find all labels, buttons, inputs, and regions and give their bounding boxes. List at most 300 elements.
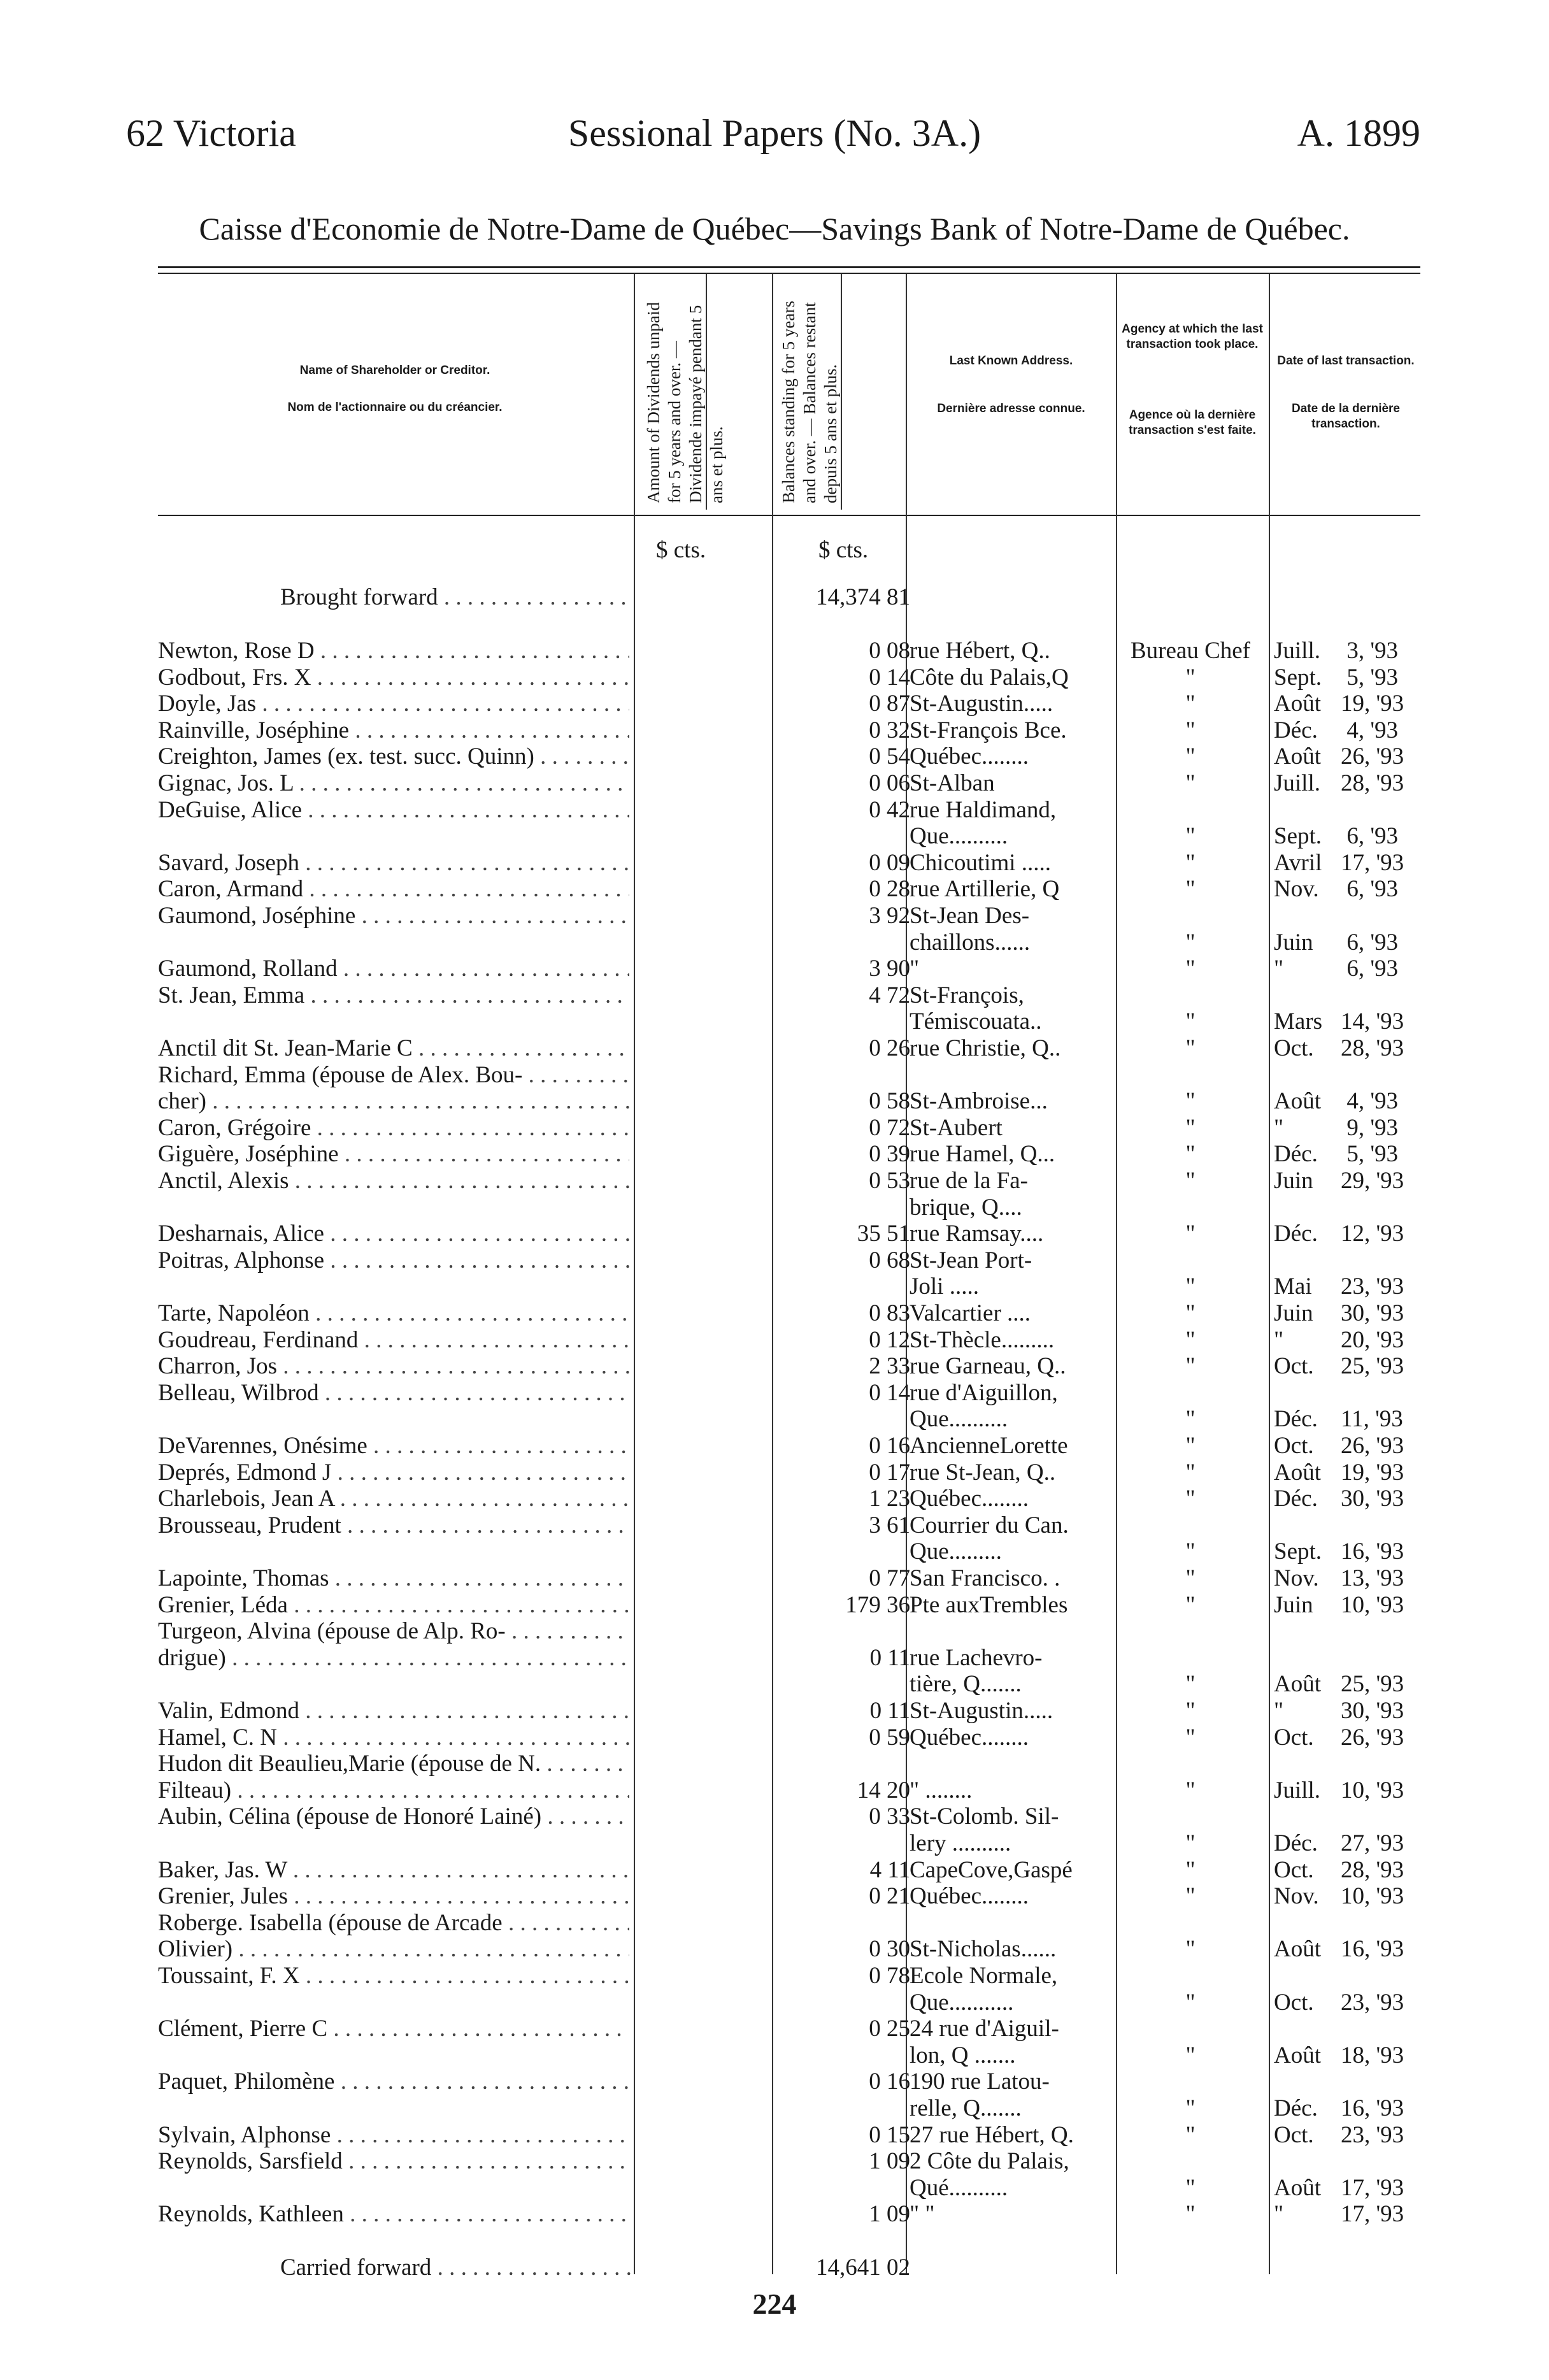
- table-row: [0, 2149, 1549, 2174]
- table-row: [0, 2096, 1549, 2121]
- agency: ": [1185, 691, 1196, 717]
- creditor-name: St. Jean, Emma . . .: [158, 983, 629, 1008]
- last-address: rue Lachevro-: [910, 1645, 1043, 1671]
- table-row: [0, 956, 1549, 982]
- last-address: St-Nicholas......: [910, 1937, 1057, 1963]
- table-row: [0, 1910, 1549, 1936]
- transaction-month: Juin: [1274, 1591, 1313, 1618]
- agency: ": [1185, 1671, 1196, 1698]
- transaction-day: 4, '93: [1346, 717, 1398, 743]
- balance-amount: 0 33: [869, 1803, 910, 1830]
- agency: ": [1185, 1565, 1196, 1591]
- last-address: Québec........: [910, 744, 1029, 770]
- last-address: rue St-Jean, Q..: [910, 1459, 1056, 1486]
- table-row: [0, 1433, 1549, 1459]
- transaction-month: Oct.: [1274, 1724, 1314, 1751]
- last-address: St-Jean Des-: [910, 903, 1030, 929]
- creditor-name: Doyle, Jas . . .: [158, 691, 629, 717]
- balance-amount: 3 92: [869, 903, 910, 929]
- last-address: rue Hamel, Q...: [910, 1142, 1055, 1168]
- last-address: Que..........: [910, 824, 1008, 850]
- balance-amount: 0 15: [869, 2121, 910, 2148]
- col-header-name-en: Name of Shareholder or Creditor.: [299, 364, 490, 377]
- creditor-name: Valin, Edmond . . .: [158, 1698, 629, 1724]
- last-address: Que..........: [910, 1407, 1008, 1433]
- transaction-month: Nov.: [1274, 876, 1319, 903]
- creditor-name: Anctil dit St. Jean-Marie C . . .: [158, 1036, 629, 1061]
- page-number: 224: [752, 2288, 797, 2320]
- last-address: 24 rue d'Aiguil-: [910, 2016, 1059, 2042]
- transaction-month: Juin: [1274, 929, 1313, 956]
- transaction-month: Déc.: [1274, 1486, 1318, 1512]
- transaction-day: 28, '93: [1341, 770, 1404, 796]
- balance-amount: 0 54: [869, 743, 910, 770]
- table-row: [0, 798, 1549, 823]
- transaction-month: Juill.: [1274, 638, 1320, 664]
- table-row: [0, 824, 1549, 849]
- last-address: AncienneLorette: [910, 1433, 1068, 1459]
- transaction-month: ": [1274, 1326, 1284, 1353]
- balance-amount: 0 39: [869, 1141, 910, 1168]
- balance-amount: 0 16: [869, 2068, 910, 2095]
- balance-amount: 0 32: [869, 717, 910, 743]
- transaction-month: Sept.: [1274, 664, 1322, 691]
- last-address: Pte auxTrembles: [910, 1592, 1068, 1618]
- last-address: St-Augustin.....: [910, 1698, 1053, 1724]
- transaction-day: 10, '93: [1341, 1777, 1404, 1803]
- table-row: [0, 771, 1549, 796]
- creditor-name: Olivier) . . .: [158, 1937, 629, 1962]
- transaction-month: Août: [1274, 2042, 1321, 2068]
- transaction-day: 4, '93: [1346, 1088, 1398, 1115]
- agency: ": [1185, 1856, 1196, 1883]
- table-row: [0, 638, 1549, 664]
- table-row: [0, 1804, 1549, 1830]
- table-row: [0, 930, 1549, 956]
- creditor-name: Charlebois, Jean A . . .: [158, 1486, 629, 1512]
- creditor-name: Caron, Grégoire . . .: [158, 1115, 629, 1141]
- table-row: [0, 1645, 1549, 1671]
- agency: ": [1185, 1406, 1196, 1433]
- agency: ": [1185, 1433, 1196, 1459]
- transaction-month: Juill.: [1274, 1777, 1320, 1803]
- agency: ": [1185, 1035, 1196, 1061]
- creditor-name: Giguère, Joséphine . . .: [158, 1142, 629, 1167]
- agency: ": [1185, 664, 1196, 691]
- transaction-month: Déc.: [1274, 1141, 1318, 1168]
- balance-amount: 0 14: [869, 664, 910, 691]
- table-row: [0, 1328, 1549, 1353]
- transaction-day: 9, '93: [1346, 1114, 1398, 1141]
- agency: ": [1185, 929, 1196, 956]
- last-address: St-Colomb. Sil-: [910, 1804, 1059, 1830]
- agency: ": [1185, 1830, 1196, 1856]
- agency: Bureau Chef: [1130, 638, 1251, 664]
- transaction-month: Oct.: [1274, 1353, 1314, 1380]
- transaction-day: 30, '93: [1341, 1698, 1404, 1724]
- agency: ": [1185, 770, 1196, 796]
- table-row: [0, 1672, 1549, 1697]
- agency: ": [1185, 717, 1196, 743]
- last-address: relle, Q.......: [910, 2096, 1022, 2121]
- last-address: Ecole Normale,: [910, 1963, 1058, 1989]
- last-address: rue Artillerie, Q: [910, 877, 1060, 903]
- transaction-month: Déc.: [1274, 2095, 1318, 2121]
- top-rule: [158, 266, 1420, 268]
- agency: ": [1185, 956, 1196, 982]
- balance-amount: 0 77: [869, 1565, 910, 1591]
- creditor-name: Creighton, James (ex. test. succ. Quinn) . . .: [158, 744, 629, 770]
- transaction-day: 5, '93: [1346, 1141, 1398, 1168]
- last-address: 2 Côte du Palais,: [910, 2149, 1069, 2175]
- transaction-month: Oct.: [1274, 1856, 1314, 1883]
- agency: ": [1185, 1698, 1196, 1724]
- transaction-month: Juin: [1274, 1300, 1313, 1326]
- agency: ": [1185, 876, 1196, 903]
- creditor-name: drigue) . . .: [158, 1645, 629, 1671]
- transaction-day: 20, '93: [1341, 1326, 1404, 1353]
- transaction-month: Août: [1274, 691, 1321, 717]
- col-header-agency-fr: Agence où la dernière transaction s'est faite.: [1129, 408, 1256, 437]
- balance-amount: 0 09: [869, 849, 910, 876]
- agency: ": [1185, 1141, 1196, 1168]
- last-address: rue de la Fa-: [910, 1168, 1028, 1194]
- agency: ": [1185, 1221, 1196, 1247]
- creditor-name: Clément, Pierre C . . .: [158, 2016, 629, 2042]
- agency: ": [1185, 849, 1196, 876]
- transaction-day: 26, '93: [1341, 1724, 1404, 1751]
- transaction-day: 6, '93: [1346, 929, 1398, 956]
- carried-forward-amount: 14,641 02: [816, 2255, 910, 2281]
- transaction-day: 6, '93: [1346, 956, 1398, 982]
- table-row: [0, 1036, 1549, 1061]
- creditor-name: Caron, Armand . . .: [158, 877, 629, 902]
- table-row: [0, 1089, 1549, 1114]
- balance-amount: 1 23: [869, 1486, 910, 1512]
- balance-amount: 0 12: [869, 1326, 910, 1353]
- balance-amount: 0 28: [869, 876, 910, 903]
- transaction-day: 30, '93: [1341, 1486, 1404, 1512]
- creditor-name: Filteau) . . .: [158, 1778, 629, 1803]
- balance-amount: 179 36: [845, 1591, 910, 1618]
- balance-amount: 0 72: [869, 1114, 910, 1141]
- last-address: Côte du Palais,Q: [910, 664, 1069, 691]
- table-row: [0, 1407, 1549, 1432]
- last-address: Que.........: [910, 1539, 1002, 1565]
- transaction-day: 16, '93: [1341, 2095, 1404, 2121]
- table-row: [0, 744, 1549, 770]
- creditor-name: Grenier, Léda . . .: [158, 1593, 629, 1618]
- transaction-day: 25, '93: [1341, 1671, 1404, 1698]
- transaction-day: 18, '93: [1341, 2042, 1404, 2068]
- transaction-day: 25, '93: [1341, 1353, 1404, 1380]
- table-row: [0, 1619, 1549, 1644]
- balance-amount: 0 78: [869, 1963, 910, 1989]
- transaction-month: ": [1274, 1698, 1284, 1724]
- agency: ": [1185, 1486, 1196, 1512]
- creditor-name: Aubin, Célina (épouse de Honoré Lainé) . . .: [158, 1804, 629, 1830]
- transaction-month: Oct.: [1274, 1989, 1314, 2016]
- transaction-day: 12, '93: [1341, 1221, 1404, 1247]
- table-row: [0, 2176, 1549, 2201]
- last-address: St-Augustin.....: [910, 691, 1053, 717]
- transaction-month: Oct.: [1274, 2121, 1314, 2148]
- header-center: Sessional Papers (No. 3A.): [567, 112, 982, 154]
- creditor-name: Poitras, Alphonse . . .: [158, 1248, 629, 1273]
- creditor-name: Sylvain, Alphonse . . .: [158, 2123, 629, 2148]
- transaction-day: 19, '93: [1341, 1459, 1404, 1486]
- balance-amount: 0 25: [869, 2016, 910, 2042]
- balance-amount: 0 87: [869, 691, 910, 717]
- last-address: Joli .....: [910, 1274, 979, 1300]
- table-row: [0, 1354, 1549, 1379]
- transaction-day: 16, '93: [1341, 1538, 1404, 1565]
- page-subtitle: Caisse d'Economie de Notre-Dame de Québec—Savings Bank of Notre-Dame de Québec.: [199, 211, 1350, 247]
- table-row: [0, 1593, 1549, 1618]
- table-row: [0, 1698, 1549, 1724]
- transaction-day: 6, '93: [1346, 876, 1398, 903]
- last-address: San Francisco. .: [910, 1566, 1060, 1591]
- last-address: Québec........: [910, 1884, 1029, 1910]
- transaction-day: 3, '93: [1346, 638, 1398, 664]
- balance-amount: 0 11: [869, 1698, 910, 1724]
- table-row: [0, 1778, 1549, 1803]
- creditor-name: Brousseau, Prudent . . .: [158, 1513, 629, 1538]
- balance-amount: 2 33: [869, 1353, 910, 1380]
- balance-amount: 0 08: [869, 638, 910, 664]
- table-row: [0, 1486, 1549, 1512]
- balance-amount: 0 42: [869, 796, 910, 823]
- creditor-name: DeGuise, Alice . . .: [158, 798, 629, 823]
- table-row: [0, 1858, 1549, 1883]
- transaction-day: 6, '93: [1346, 823, 1398, 850]
- balance-amount: 0 17: [869, 1459, 910, 1486]
- last-address: 190 rue Latou-: [910, 2069, 1050, 2095]
- balance-amount: 0 14: [869, 1379, 910, 1406]
- last-address: tière, Q.......: [910, 1672, 1022, 1698]
- transaction-day: 26, '93: [1341, 1433, 1404, 1459]
- last-address: St-Jean Port-: [910, 1247, 1032, 1273]
- transaction-month: Oct.: [1274, 1035, 1314, 1061]
- last-address: rue d'Aiguillon,: [910, 1380, 1058, 1406]
- creditor-name: Newton, Rose D . . .: [158, 638, 629, 664]
- transaction-day: 17, '93: [1341, 2201, 1404, 2228]
- balance-amount: 14 20: [857, 1777, 910, 1803]
- agency: ": [1185, 743, 1196, 770]
- table-row: [0, 1301, 1549, 1326]
- transaction-day: 5, '93: [1346, 664, 1398, 691]
- agency: ": [1185, 2121, 1196, 2148]
- agency: ": [1185, 1883, 1196, 1910]
- creditor-name: Turgeon, Alvina (épouse de Alp. Ro- . . .: [158, 1619, 629, 1644]
- transaction-month: Août: [1274, 1459, 1321, 1486]
- table-row: [0, 718, 1549, 743]
- balance-amount: 0 16: [869, 1433, 910, 1459]
- transaction-day: 23, '93: [1341, 1989, 1404, 2016]
- balance-amount: 3 90: [869, 956, 910, 982]
- carried-forward-label: Carried forward . . .: [280, 2255, 631, 2281]
- transaction-month: Juill.: [1274, 770, 1320, 796]
- creditor-name: cher) . . .: [158, 1089, 629, 1114]
- transaction-month: Août: [1274, 2174, 1321, 2201]
- creditor-name: Deprés, Edmond J . . .: [158, 1460, 629, 1486]
- col-header-agency-en: Agency at which the last transaction took place.: [1122, 322, 1263, 351]
- balance-amount: 0 59: [869, 1724, 910, 1751]
- last-address: ": [910, 956, 920, 982]
- table-row: [0, 1566, 1549, 1591]
- transaction-month: Juin: [1274, 1168, 1313, 1194]
- agency: ": [1185, 1088, 1196, 1115]
- creditor-name: Belleau, Wilbrod . . .: [158, 1380, 629, 1406]
- transaction-month: Août: [1274, 1671, 1321, 1698]
- brought-forward-label: Brought forward . . .: [280, 585, 631, 610]
- col-header-dividends: Amount of Dividends unpaid for 5 years and over. — Dividende impayé pendant 5 ans et plus.: [644, 302, 726, 503]
- balance-amount: 0 11: [869, 1644, 910, 1671]
- transaction-day: 23, '93: [1341, 1273, 1404, 1300]
- carried-forward-row: [0, 2255, 1549, 2281]
- transaction-month: Oct.: [1274, 1433, 1314, 1459]
- creditor-name: Reynolds, Kathleen . . .: [158, 2202, 629, 2227]
- table-row: [0, 1248, 1549, 1273]
- agency: ": [1185, 1936, 1196, 1963]
- table-row: [0, 1380, 1549, 1406]
- balance-amount: 3 61: [869, 1512, 910, 1538]
- agency: ": [1185, 1168, 1196, 1194]
- creditor-name: DeVarennes, Onésime . . .: [158, 1433, 629, 1459]
- transaction-month: Sept.: [1274, 1538, 1322, 1565]
- table-row: [0, 1751, 1549, 1777]
- col-header-date-en: Date of last transaction.: [1277, 354, 1415, 368]
- table-row: [0, 1009, 1549, 1035]
- table-row: [0, 1963, 1549, 1989]
- transaction-day: 14, '93: [1341, 1008, 1404, 1035]
- transaction-month: Mars: [1274, 1008, 1323, 1035]
- agency: ": [1185, 1591, 1196, 1618]
- table-row: [0, 2202, 1549, 2227]
- table-row: [0, 877, 1549, 902]
- table-row: [0, 691, 1549, 717]
- table-row: [0, 1990, 1549, 2016]
- last-address: CapeCove,Gaspé: [910, 1857, 1073, 1883]
- table-row: [0, 1937, 1549, 1962]
- last-address: lery ..........: [910, 1831, 1011, 1856]
- transaction-day: 19, '93: [1341, 691, 1404, 717]
- balance-amount: 4 11: [869, 1856, 910, 1883]
- brought-forward-row: [0, 585, 1549, 610]
- creditor-name: Gignac, Jos. L . . .: [158, 771, 629, 796]
- creditor-name: Tarte, Napoléon . . .: [158, 1301, 629, 1326]
- last-address: Qué..........: [910, 2175, 1008, 2201]
- agency: ": [1185, 1300, 1196, 1326]
- transaction-month: Août: [1274, 743, 1321, 770]
- table-row: [0, 1063, 1549, 1088]
- balance-amount: 1 09: [869, 2148, 910, 2175]
- balance-amount: 0 58: [869, 1088, 910, 1115]
- last-address: chaillons......: [910, 929, 1031, 956]
- balance-amount: 1 09: [869, 2201, 910, 2228]
- creditor-name: Grenier, Jules . . .: [158, 1884, 629, 1909]
- transaction-month: ": [1274, 1114, 1284, 1141]
- agency: ": [1185, 1114, 1196, 1141]
- transaction-day: 29, '93: [1341, 1168, 1404, 1194]
- agency: ": [1185, 1724, 1196, 1751]
- balance-amount: 4 72: [869, 982, 910, 1008]
- transaction-day: 30, '93: [1341, 1300, 1404, 1326]
- col-header-name-fr: Nom de l'actionnaire ou du créancier.: [287, 401, 503, 414]
- table-row: [0, 2016, 1549, 2042]
- transaction-month: Mai: [1274, 1273, 1312, 1300]
- table-row: [0, 1142, 1549, 1167]
- creditor-name: Hamel, C. N . . .: [158, 1725, 629, 1751]
- transaction-month: Nov.: [1274, 1565, 1319, 1591]
- last-address: St-Aubert: [910, 1115, 1003, 1141]
- balance-amount: 35 51: [857, 1221, 910, 1247]
- last-address: St-Thècle.........: [910, 1327, 1055, 1353]
- brought-forward-amount: 14,374 81: [816, 584, 910, 610]
- table-row: [0, 1884, 1549, 1909]
- table-row: [0, 903, 1549, 929]
- transaction-month: Août: [1274, 1936, 1321, 1963]
- header-left: 62 Victoria: [126, 112, 296, 154]
- balance-amount: 0 53: [869, 1168, 910, 1194]
- agency: ": [1185, 1989, 1196, 2016]
- balance-amount: 0 68: [869, 1247, 910, 1273]
- agency: ": [1185, 1459, 1196, 1486]
- creditor-name: Goudreau, Ferdinand . . .: [158, 1328, 629, 1353]
- col-header-address-en: Last Known Address.: [949, 354, 1073, 368]
- transaction-month: Sept.: [1274, 823, 1322, 850]
- transaction-month: Août: [1274, 1088, 1321, 1115]
- last-address: St-François,: [910, 982, 1024, 1008]
- agency: ": [1185, 1326, 1196, 1353]
- creditor-name: Godbout, Frs. X . . .: [158, 665, 629, 691]
- col-header-address-fr: Dernière adresse connue.: [937, 402, 1085, 415]
- table-row: [0, 1195, 1549, 1221]
- header-right: A. 1899: [1297, 112, 1420, 154]
- agency: ": [1185, 2174, 1196, 2201]
- transaction-month: Déc.: [1274, 1830, 1318, 1856]
- last-address: 27 rue Hébert, Q.: [910, 2122, 1074, 2148]
- transaction-day: 11, '93: [1341, 1406, 1403, 1433]
- transaction-day: 23, '93: [1341, 2121, 1404, 2148]
- table-row: [0, 2043, 1549, 2068]
- table-row: [0, 1539, 1549, 1565]
- last-address: St-Alban: [910, 771, 995, 796]
- balance-amount: 0 30: [869, 1936, 910, 1963]
- transaction-day: 27, '93: [1341, 1830, 1404, 1856]
- agency: ": [1185, 1008, 1196, 1035]
- table-row: [0, 1460, 1549, 1486]
- last-address: rue Christie, Q..: [910, 1036, 1061, 1061]
- last-address: lon, Q .......: [910, 2042, 1016, 2068]
- creditor-name: Reynolds, Sarsfield . . .: [158, 2149, 629, 2174]
- transaction-day: 10, '93: [1341, 1883, 1404, 1910]
- balance-amount: 0 26: [869, 1035, 910, 1061]
- agency: ": [1185, 823, 1196, 850]
- last-address: " ": [910, 2202, 935, 2228]
- last-address: Témiscouata..: [910, 1009, 1042, 1035]
- table-row: [0, 2069, 1549, 2095]
- creditor-name: Charron, Jos . . .: [158, 1354, 629, 1379]
- last-address: Que...........: [910, 1989, 1014, 2016]
- last-address: Valcartier ....: [910, 1301, 1031, 1326]
- table-row: [0, 2123, 1549, 2148]
- last-address: Québec........: [910, 1724, 1029, 1751]
- transaction-month: Déc.: [1274, 1221, 1318, 1247]
- last-address: rue Haldimand,: [910, 797, 1057, 823]
- top-rule-2: [158, 273, 1420, 274]
- col-header-date-fr: Date de la dernière transaction.: [1291, 402, 1401, 431]
